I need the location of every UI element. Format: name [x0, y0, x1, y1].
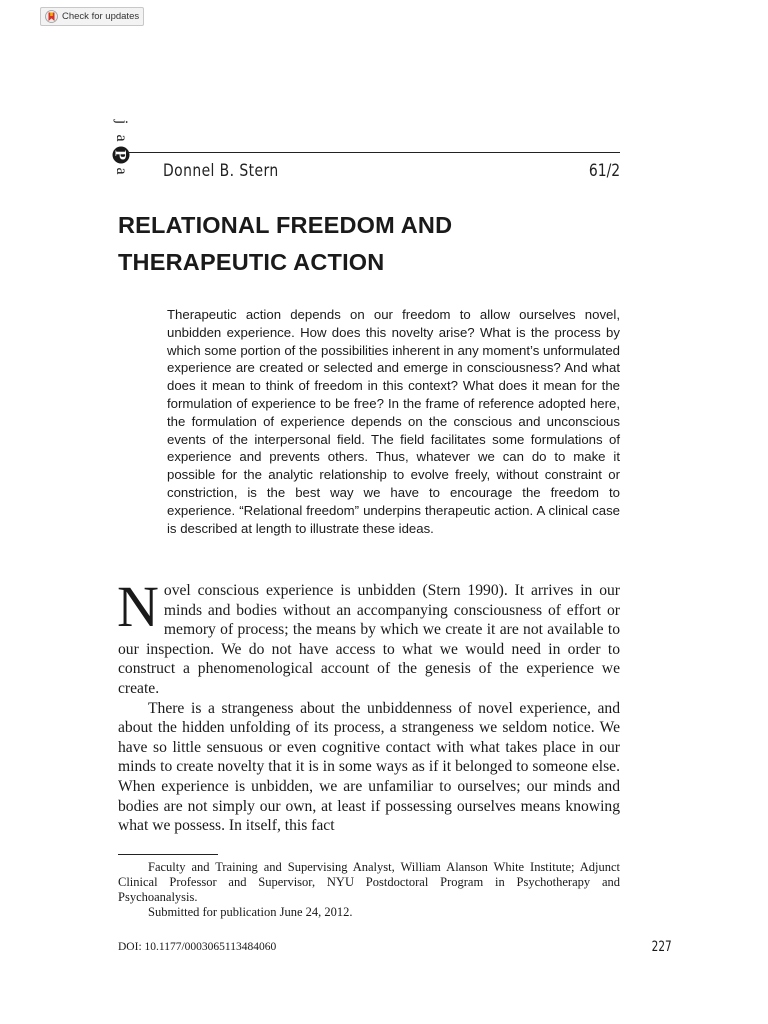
running-head-author: Donnel B. Stern	[163, 161, 279, 181]
header-rule	[127, 152, 620, 153]
page-number: 227	[651, 939, 672, 955]
paragraph-1	[117, 574, 620, 699]
logo-letter-j: j	[113, 119, 130, 125]
article-body	[117, 574, 620, 836]
article-title	[118, 207, 638, 281]
footnote-rule	[118, 854, 218, 855]
check-for-updates-button[interactable]	[40, 7, 144, 26]
crossmark-icon	[45, 10, 58, 23]
doi: DOI: 10.1177/0003065113484060	[118, 941, 277, 953]
logo-letter-a2: a	[113, 167, 130, 175]
logo-letter-a: a	[113, 134, 130, 142]
running-head-issue: 61/2	[588, 161, 620, 181]
footnote-submitted: Submitted for publication June 24, 2012.	[148, 905, 353, 919]
japa-journal-logo	[106, 115, 136, 185]
paragraph-1-text: ovel conscious experience is unbidden (Stern 1990). It arrives in our minds and bodies without an accompanying consciousness of effort or memory of process; the means by which we create it are not available to our inspection. We do not have access to what we would need in order to construct a phenomenological account of the genesis of the experience we create.	[118, 582, 620, 697]
drop-cap: N	[117, 574, 159, 639]
paragraph-2: There is a strangeness about the unbiddenness of novel experience, and about the hidden unfolding of its process, a strangeness we seldom notice. We have so little sensuous or even cognitive contact with what takes place in our minds to create novelty that it is in some ways as if it belonged to someone else. When experience is unbidden, we are unfamiliar to ourselves; our minds and bodies are not simply our own, at least if possessing ourselves means knowing what we possess. In itself, this fact	[118, 699, 620, 835]
abstract: Therapeutic action depends on our freedom to allow ourselves novel, unbidden experience. How does this novelty arise? What is the process by which some portion of the possibilities inherent in any moment’s unformulated experience are created or selected and emerge in consciousness? And what does it mean to think of freedom in this context? What does it mean for the formulation of experience to be free? In the frame of reference adopted here, the formulation of experience depends on the conscious and unconscious events of the interpersonal field. The field facilitates some formulations of experience and prevents others. Thus, whatever we can do to make it possible for the analytic relationship to evolve freely, without constraint or constriction, is the best way we have to encourage the freedom to experience. “Relational freedom” underpins therapeutic action. A clinical case is described at length to illustrate these ideas.	[167, 307, 620, 536]
logo-letter-p: P	[111, 150, 129, 160]
footnote-affiliation: Faculty and Training and Supervising Analyst, William Alanson White Institute; Adjunct Clinical Professor and Supervisor, NYU Postdoctoral Program in Psychotherapy and Psychoanalysis.	[118, 860, 620, 904]
title-line-1: RELATIONAL FREEDOM AND	[118, 212, 453, 238]
check-for-updates-label: Check for updates	[62, 11, 140, 22]
title-line-2: THERAPEUTIC ACTION	[118, 249, 385, 275]
footnotes	[118, 860, 620, 920]
